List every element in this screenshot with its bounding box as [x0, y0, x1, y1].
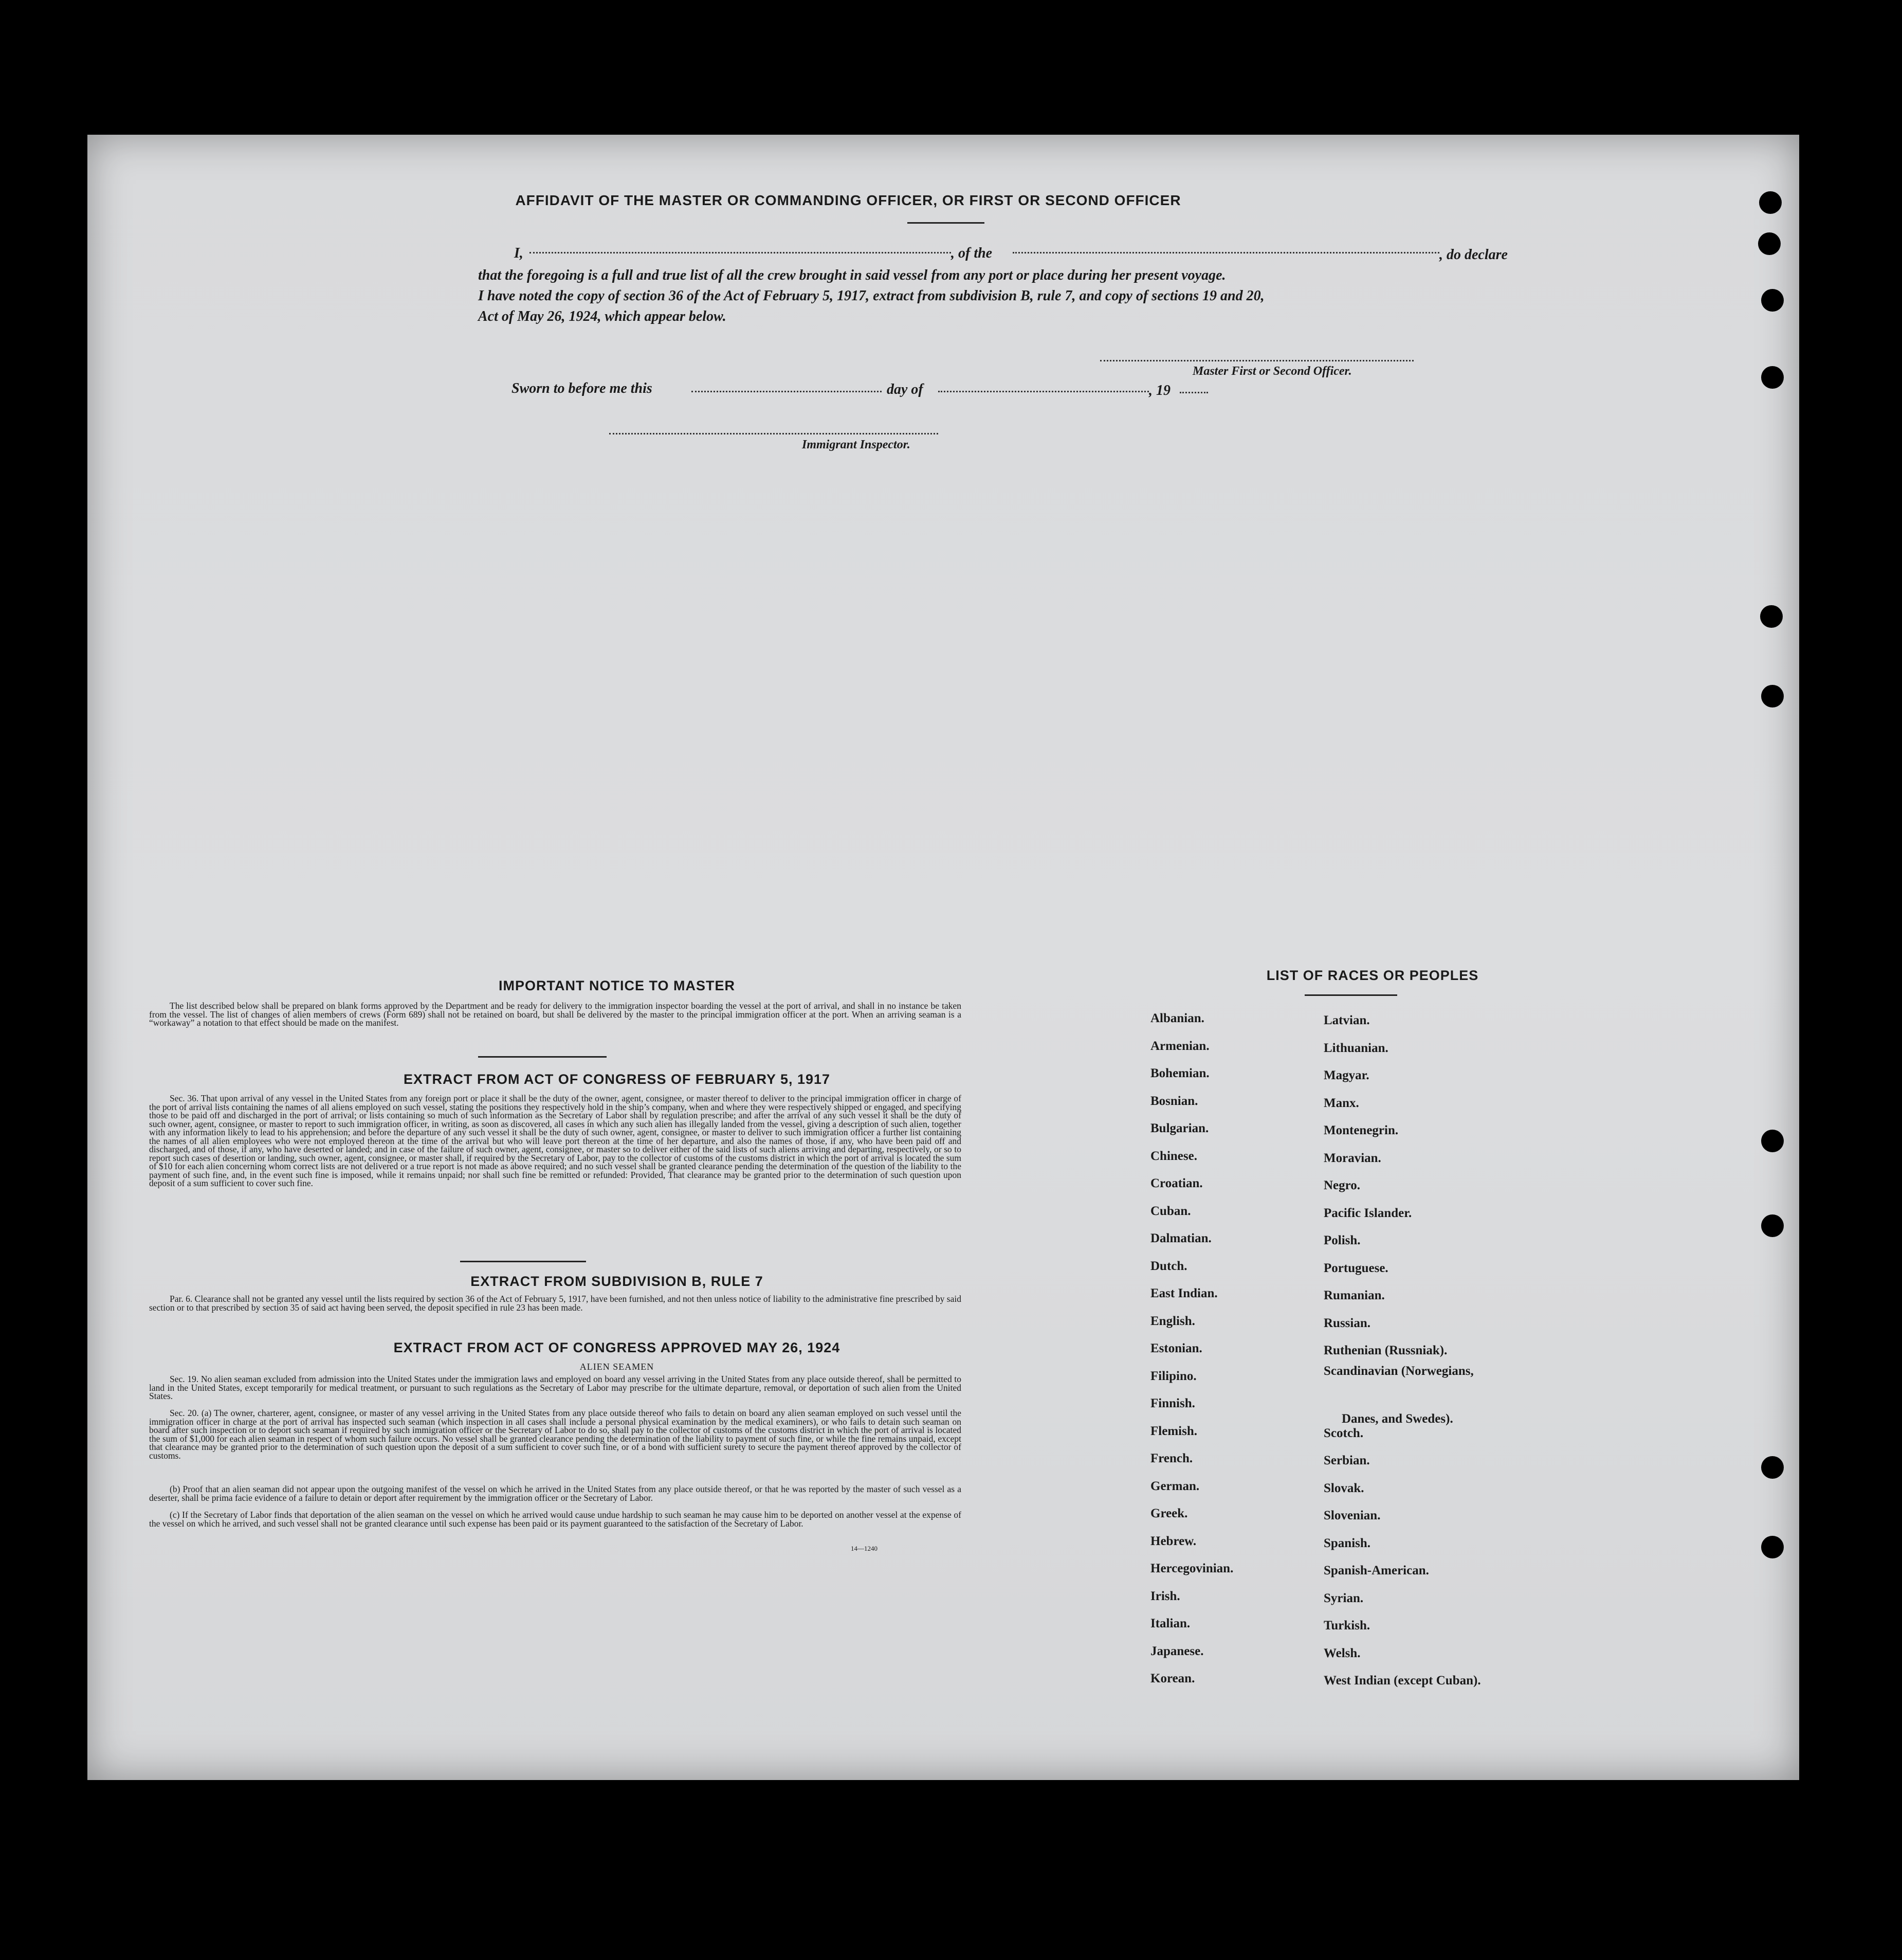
binder-hole [1758, 232, 1781, 255]
race-item: Croatian. [1150, 1176, 1203, 1190]
sec-20c-text: (c) If the Secretary of Labor finds that deportation of the alien seaman on the vessel on which he arrived would cause undue hardship to such seaman he may cause him to be deported on another vessel at the expense of the vessel on which he arrived, and such vessel shall not be granted clearance until such expense has been paid or its payment guaranteed to the satisfaction of the Secretary of Labor. [149, 1510, 961, 1529]
race-item: Chinese. [1150, 1149, 1197, 1163]
name-blank [529, 252, 951, 253]
race-item: German. [1150, 1479, 1200, 1493]
sec-20b-text: (b) Proof that an alien seaman did not appear upon the outgoing manifest of the vessel on which he arrived in the United States from any place outside thereof, or that he was reported by the master of such vessel as a deserter, shall be prima facie evidence of a failure to detain or deport after requirement by the immigration officer or the Secretary of Labor. [149, 1484, 961, 1503]
binder-hole [1761, 1130, 1784, 1152]
race-item: Cuban. [1150, 1204, 1191, 1218]
race-item: Greek. [1150, 1507, 1188, 1520]
binder-hole [1761, 1456, 1784, 1479]
race-item: West Indian (except Cuban). [1324, 1674, 1481, 1687]
race-item: Ruthenian (Russniak). [1324, 1344, 1448, 1357]
subdivision-b-title: EXTRACT FROM SUBDIVISION B, RULE 7 [470, 1274, 763, 1289]
day-of-text: day of [887, 382, 923, 397]
race-item: Korean. [1150, 1672, 1195, 1685]
sworn-day-blank [691, 391, 882, 392]
affidavit-i: I, [514, 245, 523, 261]
notice-text: The list described below shall be prepared on blank forms approved by the Department and be ready for delivery to the immigration inspector boarding the vessel at the port of arrival, and shall in no instance be taken from the vessel. The list of changes of alien members of crews (Form 689) shall not be retained on board, but shall be delivered by the master to the principal immigration officer at the port. When an arriving seaman is a “workaway” a notation to that effect should be made on the manifest. [149, 1001, 961, 1028]
vessel-blank [1013, 252, 1439, 253]
race-item: Hercegovinian. [1150, 1562, 1234, 1575]
race-item: Russian. [1324, 1316, 1371, 1330]
extract-1924-title: EXTRACT FROM ACT OF CONGRESS APPROVED MAY 26, 1924 [393, 1340, 840, 1355]
race-item: Latvian. [1324, 1013, 1370, 1027]
race-item: Flemish. [1150, 1424, 1197, 1438]
race-item: Syrian. [1324, 1591, 1364, 1605]
race-item: Welsh. [1324, 1646, 1361, 1660]
race-item: Moravian. [1324, 1151, 1381, 1165]
race-item: Bulgarian. [1150, 1121, 1209, 1135]
race-item: Negro. [1324, 1178, 1361, 1192]
binder-hole [1761, 1536, 1784, 1558]
race-item: Italian. [1150, 1617, 1191, 1630]
race-item: French. [1150, 1451, 1193, 1465]
divider [460, 1261, 586, 1262]
alien-seamen-subtitle: ALIEN SEAMEN [579, 1362, 654, 1372]
race-item: Dutch. [1150, 1259, 1187, 1273]
race-item: Japanese. [1150, 1644, 1204, 1658]
race-item: Montenegrin. [1324, 1123, 1399, 1137]
divider [907, 222, 984, 224]
race-item: East Indian. [1150, 1286, 1218, 1300]
race-item: Bohemian. [1150, 1066, 1210, 1080]
affidavit-line-3: I have noted the copy of section 36 of the Act of February 5, 1917, extract from subdivision B, rule 7, and copy of sections 19 and 20, [478, 288, 1265, 304]
race-item: Irish. [1150, 1589, 1180, 1603]
binder-hole [1760, 605, 1783, 628]
inspector-signature-line [609, 433, 938, 434]
race-item: Dalmatian. [1150, 1231, 1212, 1245]
divider [478, 1056, 607, 1058]
race-item: Spanish. [1324, 1536, 1371, 1550]
master-signature-line [1100, 360, 1414, 361]
race-item: Serbian. [1324, 1454, 1370, 1467]
race-item: Albanian. [1150, 1011, 1204, 1025]
binder-hole [1761, 685, 1784, 707]
year-blank [1180, 392, 1208, 393]
affidavit-of-the: , of the [951, 245, 993, 261]
affidavit-title: AFFIDAVIT OF THE MASTER OR COMMANDING OFFICER, OR FIRST OR SECOND OFFICER [515, 192, 1181, 208]
extract-1917-title: EXTRACT FROM ACT OF CONGRESS OF FEBRUARY 5, 1917 [403, 1072, 831, 1087]
race-item: Scandinavian (Norwegians, [1324, 1364, 1474, 1378]
race-item: Spanish-American. [1324, 1564, 1429, 1577]
document-sheet [87, 135, 1799, 1780]
race-item: Magyar. [1324, 1068, 1369, 1082]
binder-hole [1759, 191, 1782, 214]
race-item: Armenian. [1150, 1039, 1210, 1053]
binder-hole [1761, 366, 1784, 389]
extract-1917-text: Sec. 36. That upon arrival of any vessel in the United States from any foreign port or place it shall be the duty of the owner, agent, consignee, or master thereof to deliver to the principal immigration officer in charge of the port of arrival lists containing the names of all aliens employed on such vessel, stating the positions they respectively hold in the ship’s company, when and where they were respectively shipped or engaged, and specifying those to be paid off and discharged in the port of arrival; or lists containing so much of such information as the Secretary of Labor shall by regulation prescribe; and after the arrival of any such vessel it shall be the duty of such owner, agent, consignee, or master to report to such immigration officer, in writing, as soon as discovered, all cases in which any such alien has illegally landed from the vessel, giving a description of such alien, together with any information likely to lead to his apprehension; and before the departure of any such vessel it shall be the duty of such owner, agent, consignee, or master to deliver to such immigration officer a further list containing the names of all alien employees who were not employed thereon at the time of the arrival but who will leave port thereon at the time of her departure, and also the names of those, if any, who have been paid off and discharged, and of those, if any, who have deserted or landed; and in case of the failure of such owner, agent, consignee, or master so to deliver either of the said lists of such aliens arriving and departing, respectively, or so to report such cases of desertion or landing, such owner, agent, consignee, or master shall, if required by the Secretary of Labor, pay to the collector of customs of the customs district in which the port of arrival is located the sum of $10 for each alien concerning whom correct lists are not delivered or a true report is not made as above required; and no such vessel shall be granted clearance pending the determination of the question of the liability to the payment of such fine, and, in the event such fine is imposed, while it remains unpaid; nor shall such fine be remitted or refunded: Provided, That clearance may be granted prior to the determination of such question upon deposit of a sum sufficient to cover such fine. [149, 1093, 961, 1188]
sworn-month-blank [938, 391, 1149, 392]
inspector-signature-label: Immigrant Inspector. [802, 438, 910, 451]
sec-19-text: Sec. 19. No alien seaman excluded from admission into the United States under the immigration laws and employed on board any vessel arriving in the United States from any place outside thereof, shall be permitted to land in the United States, except temporarily for medical treatment, or pursuant to such regulations as the Secretary of Labor may prescribe for the ultimate departure, removal, or deportation of such alien from the United States. [149, 1374, 961, 1401]
race-item: Lithuanian. [1324, 1041, 1388, 1055]
race-item: Filipino. [1150, 1369, 1197, 1383]
divider [1305, 994, 1397, 996]
race-item: Finnish. [1150, 1396, 1195, 1410]
sworn-text: Sworn to before me this [511, 380, 652, 396]
form-number: 14—1240 [851, 1545, 877, 1552]
race-item: Polish. [1324, 1233, 1361, 1247]
affidavit-do-declare: , do declare [1439, 247, 1508, 263]
affidavit-line-4: Act of May 26, 1924, which appear below. [478, 308, 726, 324]
race-item: Slovenian. [1324, 1509, 1381, 1522]
race-item: Bosnian. [1150, 1094, 1198, 1108]
race-item: Scotch. [1324, 1426, 1364, 1440]
race-item: Portuguese. [1324, 1261, 1388, 1275]
binder-hole [1761, 1214, 1784, 1237]
notice-title: IMPORTANT NOTICE TO MASTER [499, 978, 735, 993]
race-item: Hebrew. [1150, 1534, 1197, 1548]
master-signature-label: Master First or Second Officer. [1193, 365, 1352, 378]
affidavit-line-2: that the foregoing is a full and true list of all the crew brought in said vessel from any port or place during her present voyage. [478, 267, 1226, 283]
race-item: Pacific Islander. [1324, 1206, 1412, 1220]
race-item: Estonian. [1150, 1341, 1202, 1355]
race-item: Turkish. [1324, 1619, 1370, 1632]
race-item: English. [1150, 1314, 1195, 1328]
race-item: Rumanian. [1324, 1288, 1385, 1302]
binder-hole [1761, 289, 1784, 312]
race-item: Slovak. [1324, 1481, 1364, 1495]
race-item: Danes, and Swedes). [1342, 1412, 1453, 1426]
year-text: , 19 [1149, 383, 1171, 398]
sec-20a-text: Sec. 20. (a) The owner, charterer, agent, consignee, or master of any vessel arriving in the United States from any place outside thereof who fails to detain on board any alien seaman employed on such vessel until the immigration officer in charge at the port of arrival has inspected such seaman (which inspection in all cases shall include a personal physical examination by the medical examiners), or who fails to detain such seaman on board after such inspection or to deport such seaman if required by such immigration officer or the Secretary of Labor to do so, shall pay to the collector of customs of the customs district in which the port of arrival is located the sum of $1,000 for each alien seaman in respect of whom such failure occurs. No vessel shall be granted clearance pending the determination of the liability to payment of such fine, or while the fine remains unpaid, except that clearance may be granted prior to the determination of such question upon the deposit of a sum sufficient to cover such fine, or of a bond with sufficient surety to secure the payment thereof approved by the collector of customs. [149, 1408, 961, 1461]
race-item: Manx. [1324, 1096, 1359, 1110]
subdivision-b-text: Par. 6. Clearance shall not be granted any vessel until the lists required by section 36 of the Act of February 5, 1917, have been furnished, and not then unless notice of liability to the administrative fine prescribed by said section or to that prescribed by section 35 of said act having been served, the deposit specified in rule 23 has been made. [149, 1294, 961, 1313]
races-title: LIST OF RACES OR PEOPLES [1266, 968, 1479, 983]
